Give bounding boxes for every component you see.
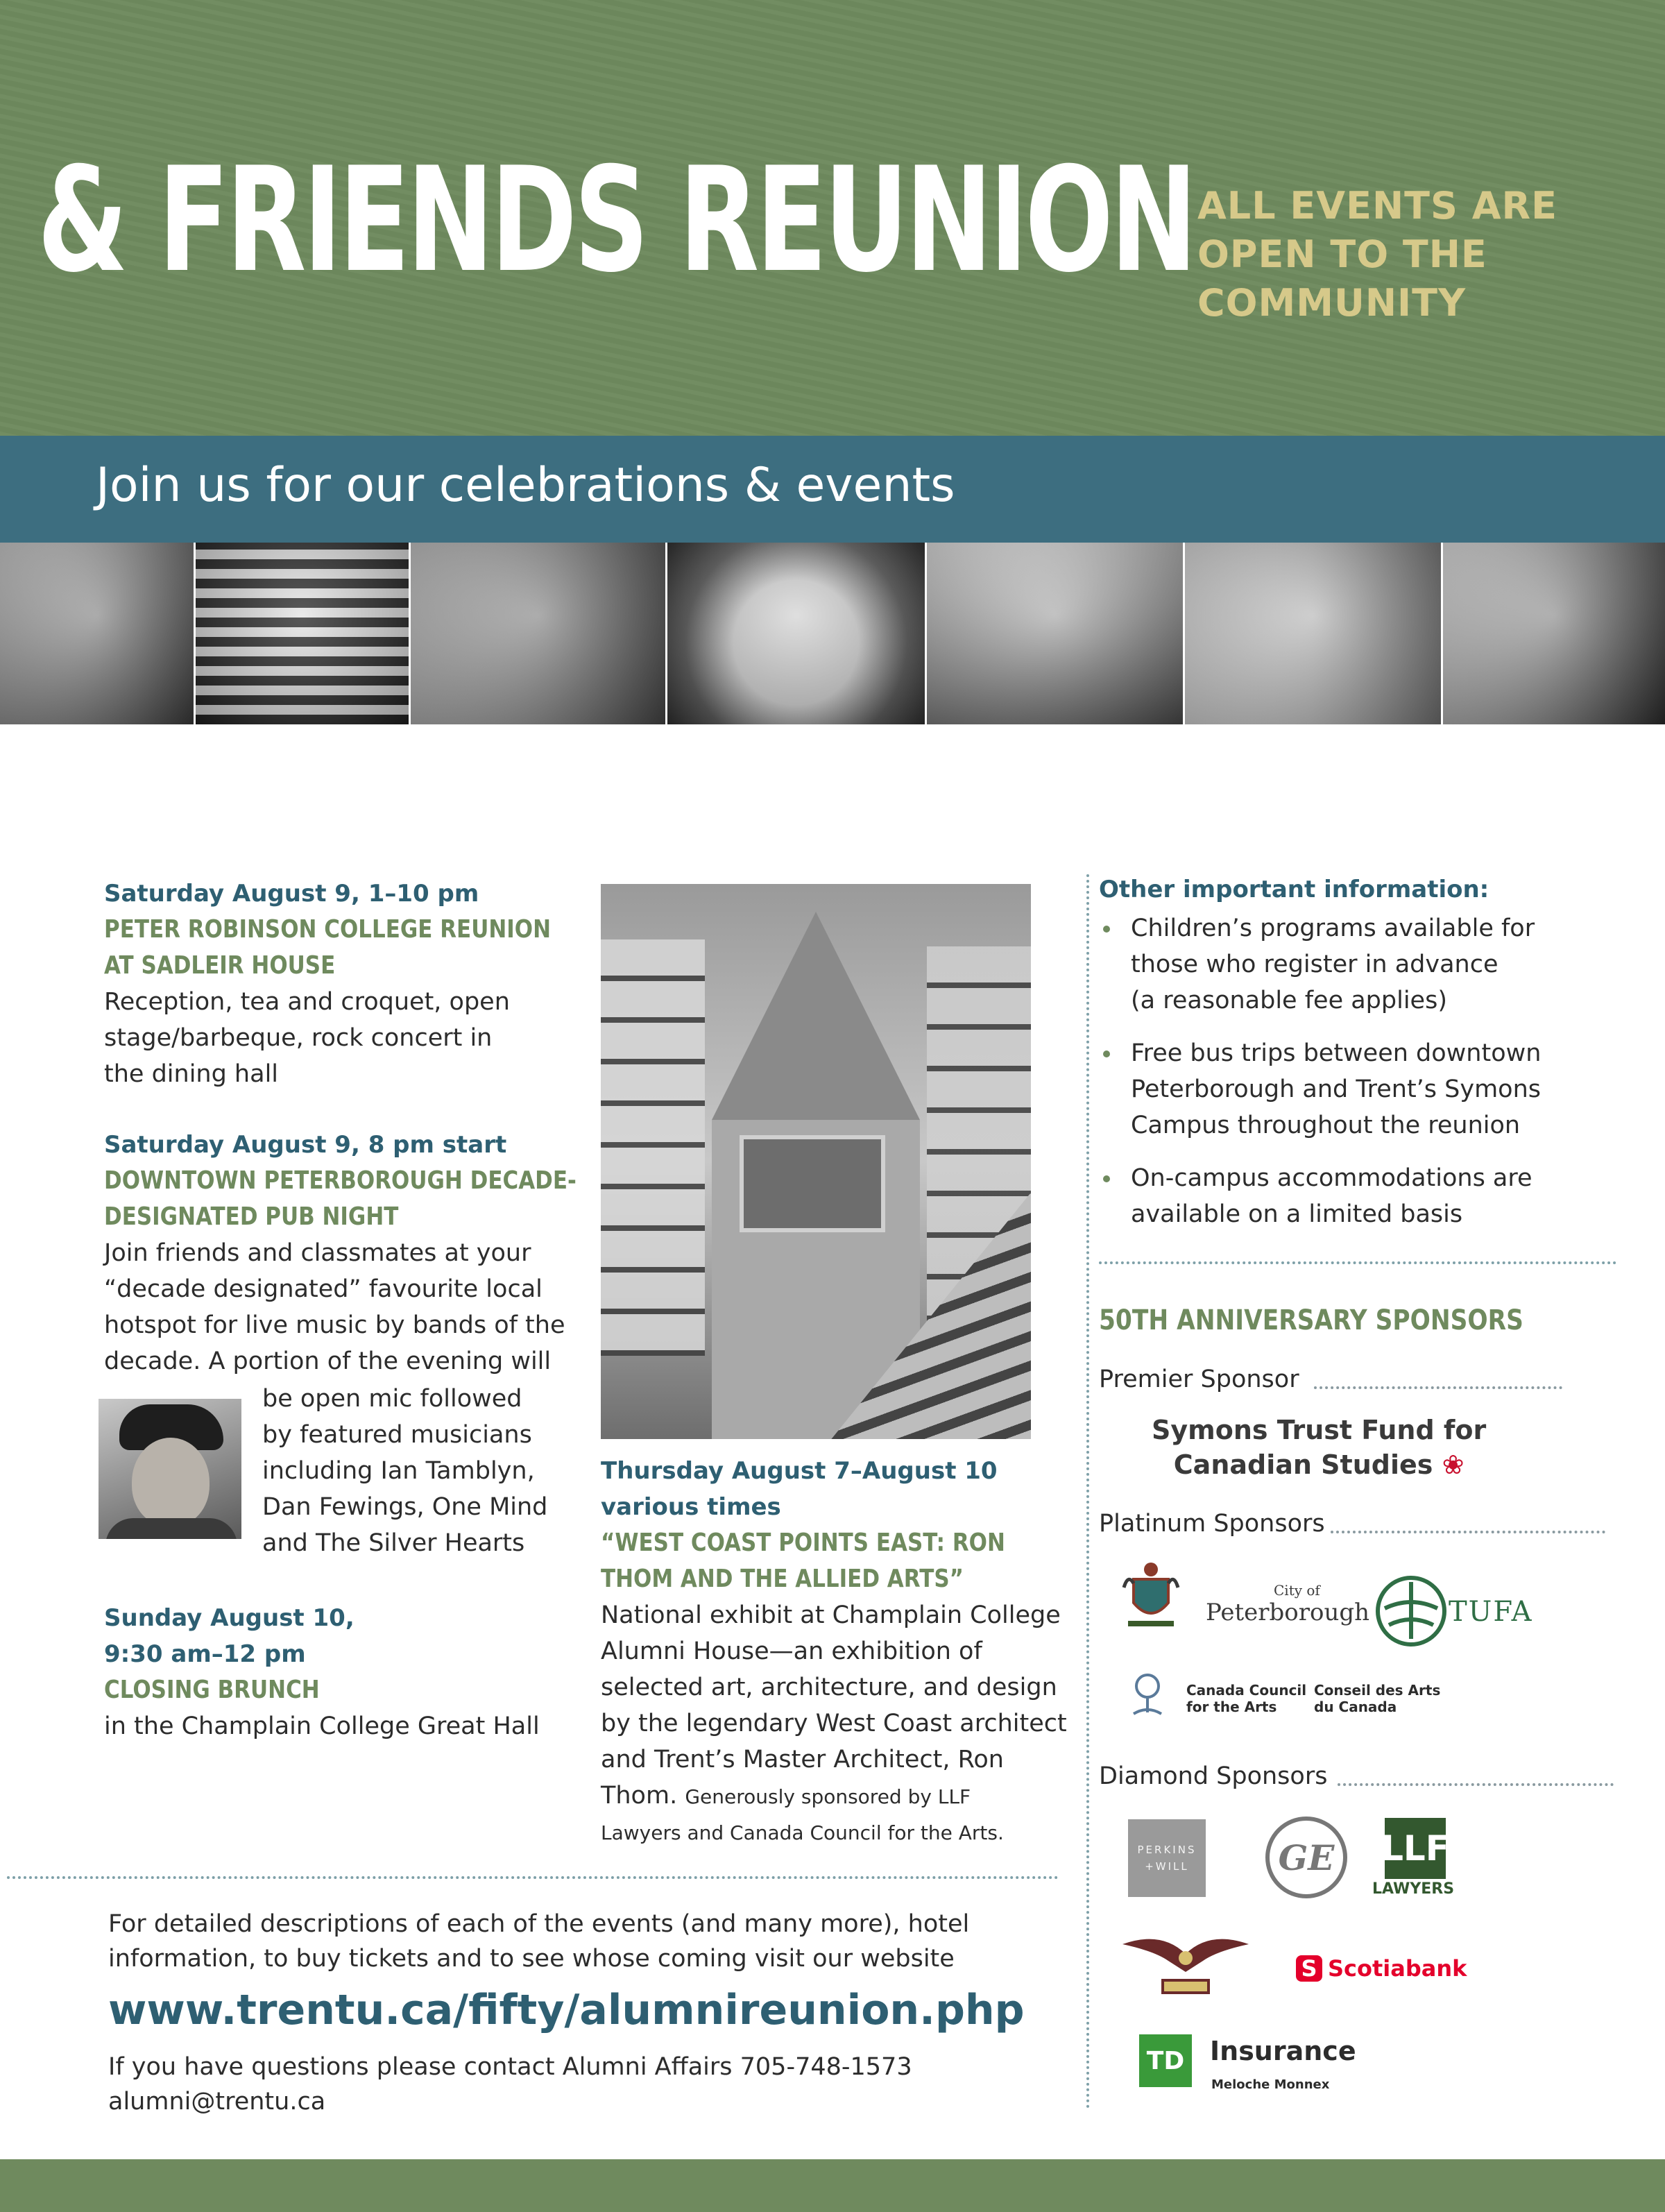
premier-sponsor-label: Premier Sponsor [1099,1366,1299,1393]
list-item: On-campus accommodations are available on a limited basis [1099,1160,1626,1232]
leader-dots [1331,1531,1605,1533]
llf-lawyers-text: LAWYERS [1372,1880,1455,1898]
symons-trust-logo: Symons Trust Fund for Canadian Studies ❀ [1152,1415,1487,1480]
leader-dots [1314,1386,1562,1389]
event-title: PETER ROBINSON COLLEGE REUNION AT SADLEIR HOUSE [104,915,551,980]
community-note: ALL EVENTS ARE OPEN TO THE COMMUNITY [1197,184,1557,325]
event-date: Saturday August 9, 1–10 pm [104,880,479,908]
architecture-photo [601,884,1031,1439]
city-of-text: City of [1274,1582,1320,1599]
musician-portrait [99,1399,241,1539]
ge-logo: GE [1265,1817,1347,1898]
perkins-will-logo: PERKINS +WILL [1128,1819,1206,1897]
website-link[interactable]: www.trentu.ca/fifty/alumnireunion.php [108,1986,1025,2034]
scotiabank-icon: S [1296,1955,1322,1982]
canada-council-fr: Conseil des Arts du Canada [1314,1682,1441,1715]
banner-text: Join us for our celebrations & events [96,458,955,513]
event-description: Reception, tea and croquet, open stage/barbeque, rock concert in the dining hall [104,988,510,1088]
event-title: CLOSING BRUNCH [104,1676,320,1704]
list-item: Free bus trips between downtown Peterborough and Trent’s Symons Campus throughout the reunion [1099,1035,1626,1143]
platinum-sponsors-label: Platinum Sponsors [1099,1510,1325,1538]
sponsors-heading: 50TH ANNIVERSARY SPONSORS [1099,1304,1523,1336]
photo-trent-glasses [667,543,927,724]
footer-contact: If you have questions please contact Alumni Affairs 705-748-1573 alumni@trentu.ca [108,2050,912,2119]
list-item: Children’s programs available for those who register in advance (a reasonable fee applies) [1099,910,1626,1019]
photo-founder [1443,543,1665,724]
event-description: in the Champlain College Great Hall [104,1712,540,1740]
canada-council-en: Canada Council for the Arts [1186,1682,1307,1715]
event-date: Saturday August 9, 8 pm start [104,1131,507,1159]
column-divider [1086,874,1089,2109]
sponsor-note: Generously sponsored by LLF [685,1785,971,1808]
event-description: Join friends and classmates at your “decade designated” favourite local hotspot for live music by bands of the decade. A portion of the evening will [104,1239,565,1375]
event-description-continued: be open mic followed by featured musicians including Ian Tamblyn, Dan Fewings, One Mind and The Silver Hearts [262,1385,548,1557]
canada-council-icon [1124,1671,1171,1718]
td-logo: TD [1139,2034,1192,2087]
td-subtitle: Meloche Monnex [1211,2077,1330,2092]
exhibit-description: National exhibit at Champlain College Alumni House—an exhibition of selected art, architecture, and design by the legendary West Coast architect and Trent’s Master Architect, Ron Thom. Generously sponsored by LLF Lawyers and Canada Council for the Arts. [601,1601,1067,1844]
tufa-logo-icon [1375,1575,1447,1647]
info-heading: Other important information: [1099,876,1489,903]
llf-logo: LLF [1385,1818,1446,1879]
footer-intro: For detailed descriptions of each of the events (and many more), hotel information, to buy tickets and to see whose coming visit our website [108,1910,970,1973]
photo-lab [1185,543,1443,724]
tufa-text: TUFA [1449,1596,1533,1628]
event-closing-brunch [104,1600,576,1744]
eagle-logo-icon [1120,1930,1252,2007]
maple-leaf-icon: ❀ [1442,1449,1465,1480]
photo-students-office [0,543,196,724]
photo-study-group [927,543,1185,724]
diamond-sponsors-label: Diamond Sponsors [1099,1762,1328,1790]
td-insurance-text: Insurance [1210,2036,1356,2066]
city-crest-icon [1121,1560,1181,1629]
city-name-text: Peterborough [1206,1599,1370,1626]
footer-divider [7,1876,1059,1879]
page-title: & FRIENDS REUNION [37,137,1195,305]
email-link[interactable]: alumni@trentu.ca [108,2088,326,2116]
leader-dots [1338,1783,1614,1786]
event-pub-night [104,1127,576,1379]
exhibit-date: Thursday August 7–August 10 various times [601,1457,998,1521]
info-list [1099,910,1626,1249]
photo-striped-costumes [196,543,411,724]
exhibit-title: “WEST COAST POINTS EAST: RON THOM AND THE ALLIED ARTS” [601,1529,1005,1593]
photo-meeting [411,543,667,724]
event-date: Sunday August 10, 9:30 am–12 pm [104,1604,355,1668]
scotiabank-logo: Scotiabank [1328,1955,1467,1982]
event-peter-robinson [104,876,576,1092]
event-title: DOWNTOWN PETERBOROUGH DECADE- DESIGNATED PUB NIGHT [104,1166,577,1231]
photo-strip [0,543,1665,724]
section-divider [1099,1261,1616,1264]
footer-band [0,2159,1665,2212]
